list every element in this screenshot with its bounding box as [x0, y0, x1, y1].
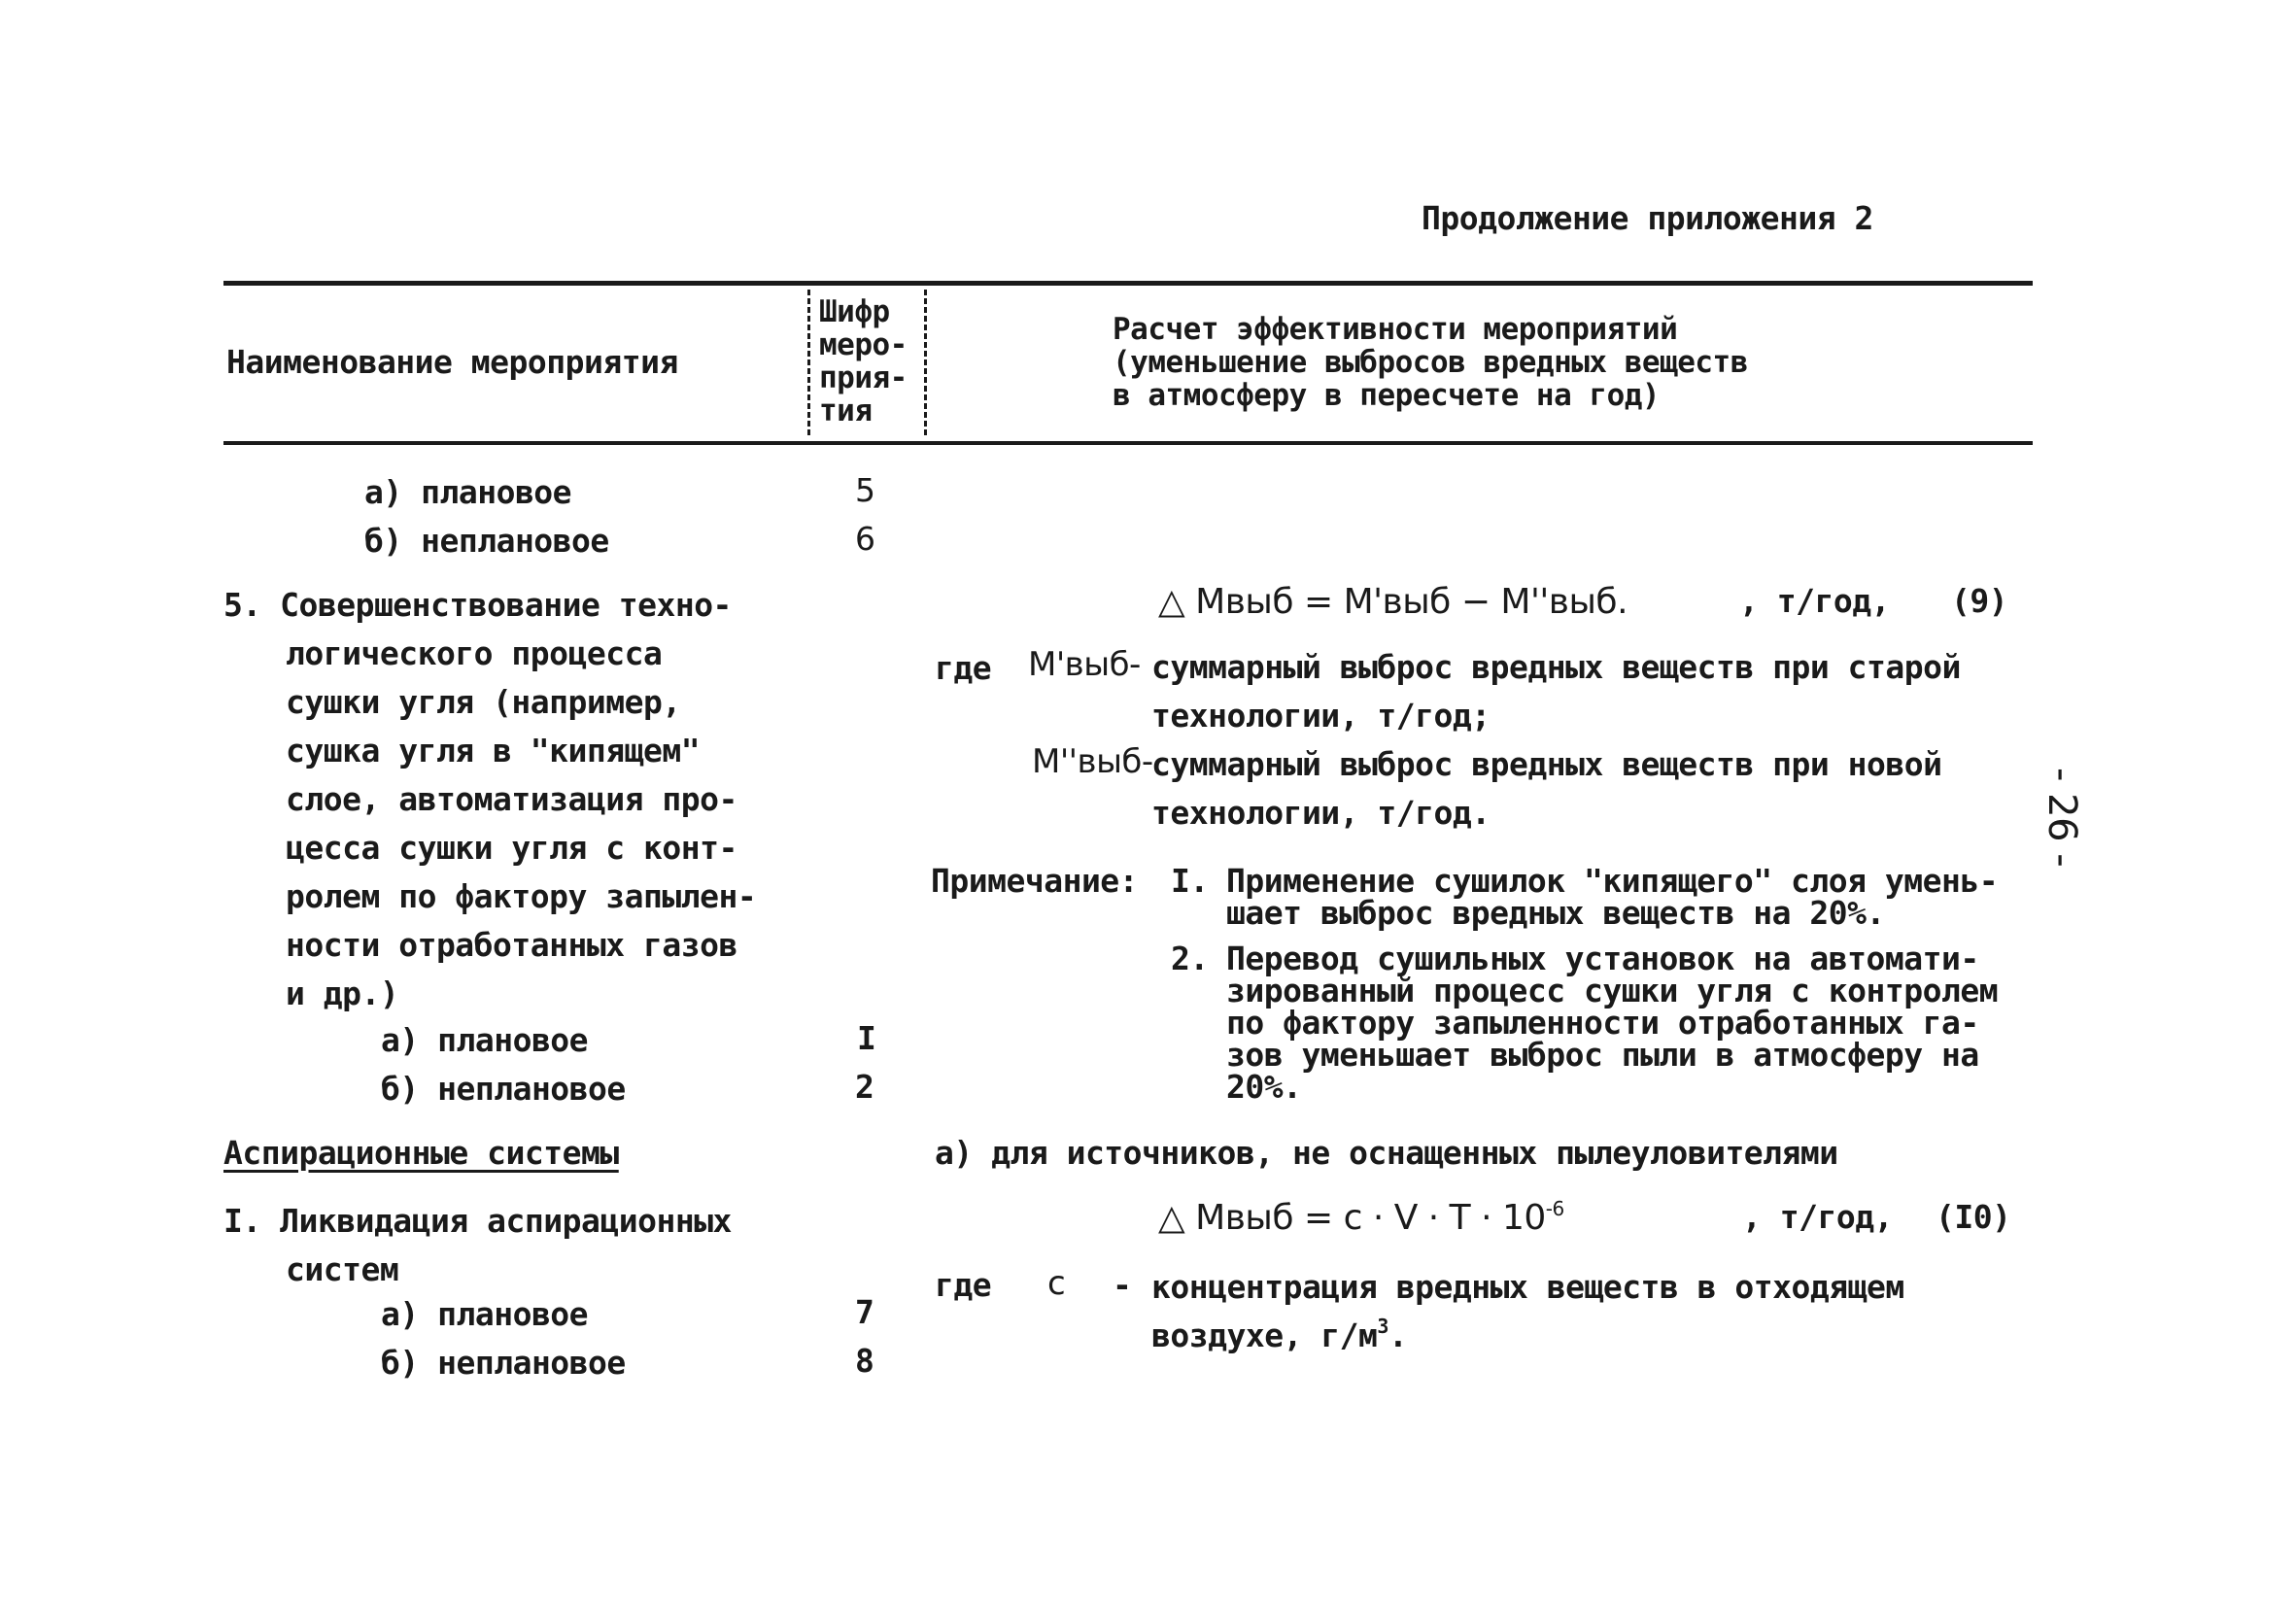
aspiration-planned-code: 7: [855, 1293, 874, 1331]
item-5-planned-code: I: [857, 1019, 876, 1057]
definition-dash: -: [1113, 1266, 1132, 1304]
aspiration-unplanned-label: б) неплановое: [381, 1344, 626, 1382]
note-2-number: 2.: [1171, 940, 1209, 977]
row-planned-label: а) плановое: [364, 473, 572, 511]
row-unplanned-label: б) неплановое: [364, 522, 609, 560]
definition-m-new: суммарный выброс вредных веществ при новой технологии, т/год.: [1151, 745, 1942, 832]
symbol-c: c: [1047, 1264, 1066, 1303]
aspiration-unplanned-code: 8: [855, 1342, 874, 1380]
header-col-name: Наименование мероприятия: [226, 343, 678, 381]
column-separator-right: [924, 290, 927, 435]
definition-c: концентрация вредных веществ в отходящем воздухе, $г/м^3$.: [1151, 1268, 1904, 1354]
note-1-number: I.: [1171, 862, 1209, 900]
where-label-10: где: [935, 1266, 992, 1304]
aspiration-item-1: I. Ликвидация аспирационных систем: [223, 1202, 732, 1288]
symbol-m-new: M''выб-: [1032, 742, 1153, 781]
case-a-text: а) для источников, не оснащенных пылеуловителями: [935, 1134, 1838, 1172]
item-5-unplanned-code: 2: [855, 1068, 874, 1106]
formula-9: △ Mвыб = M'выб − M''выб.: [1158, 582, 1628, 622]
header-col-calculation: Расчет эффективности мероприятий (уменьшение выбросов вредных веществ в атмосферу в пересчете на год): [1113, 312, 1748, 413]
formula-9-unit: , т/год,: [1739, 582, 1890, 620]
formula-9-number: (9): [1951, 582, 2008, 620]
item-5-planned-label: а) плановое: [381, 1021, 589, 1059]
note-2-text: Перевод сушильных установок на автомати- зированный процесс сушки угля с контролем по фактору запыленности отработанных га- зов уменьшает выброс пыли в атмосферу на 20%.: [1226, 940, 1999, 1106]
where-label: где: [935, 649, 992, 687]
table-top-rule: [223, 281, 2033, 286]
page-number: - 26 -: [2039, 768, 2084, 868]
row-unplanned-code: 6: [855, 520, 875, 558]
formula-10: △ Mвыб = $c \cdot V \cdot T \cdot 10^{-6}$: [1158, 1197, 1564, 1238]
definition-m-old: суммарный выброс вредных веществ при старой технологии, т/год;: [1151, 648, 1961, 735]
table-header-rule: [223, 441, 2033, 445]
aspiration-heading: Аспирационные системы: [223, 1134, 619, 1172]
symbol-m-old: M'выб-: [1028, 645, 1141, 684]
formula-10-number: (I0): [1936, 1198, 2011, 1236]
continuation-title: Продолжение приложения 2: [1422, 199, 1873, 237]
aspiration-planned-label: а) плановое: [381, 1295, 589, 1333]
row-planned-code: 5: [855, 471, 875, 509]
formula-10-unit: , т/год,: [1742, 1198, 1893, 1236]
column-separator-left: [807, 290, 810, 435]
item-5-description: 5. Совершенствование техно- логического процесса сушки угля (например, сушка угля в "кипящем" слое, автоматизация про- цесса сушки угля с конт- ролем по фактору запылен- ности отработанных газов и др.): [223, 586, 757, 1012]
item-5-unplanned-label: б) неплановое: [381, 1070, 626, 1108]
note-1-text: Применение сушилок "кипящего" слоя умень- шает выброс вредных веществ на 20%.: [1226, 862, 1999, 932]
header-col-code: Шифр меро- прия- тия: [819, 294, 908, 428]
note-label: Примечание:: [931, 862, 1139, 900]
